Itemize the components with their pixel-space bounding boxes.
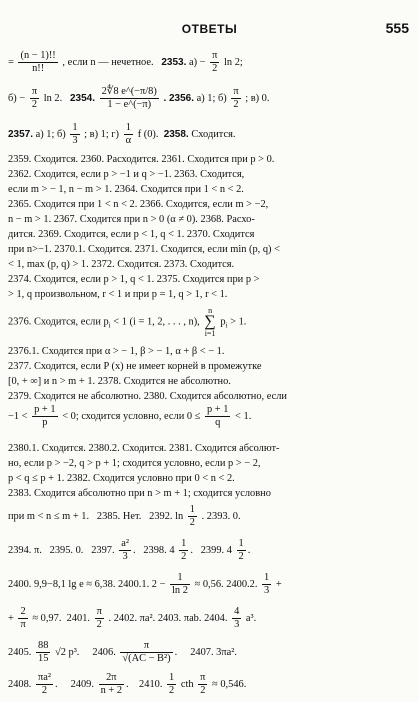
answer-2354: б) − $\frac{\pi}{2}$ ln 2. 2354. $\frac{2∜8 e\^{}(-\pi/8)}{1 - e\^{}(-\pi)}$ . 2356. а) 1; б) $\frac{\pi}{2}$ ; в) 0. — [8, 86, 270, 110]
text-line: p < q ≤ p + 1. 2382. Сходится условно при 0 < n < 2. — [8, 473, 235, 484]
text-line: 2359. Сходится. 2360. Расходится. 2361. Сходится при p > 0. — [8, 154, 275, 165]
sum-symbol: n ∑ i=1 — [204, 306, 216, 338]
text-line: 2383. Сходится абсолютно при n > m + 1; сходится условно — [8, 488, 271, 499]
text-line: но, если p > −2, q > p + 1; сходится условно, если p > − 2, — [8, 458, 261, 469]
text-line: 2377. Сходится, если P (x) не имеет корней в промежутке — [8, 361, 262, 372]
text-line: 2362. Сходится, если p > −1 и q > −1. 2363. Сходится, — [8, 169, 245, 180]
text-line: 2376.1. Сходится при α > − 1, β > − 1, α + β < − 1. — [8, 346, 225, 357]
answer-2400: 2400. 9,9−8,1 lg e ≈ 6,38. 2400.1. 2 − $\frac{1}{\ln 2}$ ≈ 0,56. 2400.2. $\frac{1}{3}$ + — [8, 572, 282, 596]
text-line: n − m > 1. 2367. Сходится при n > 0 (α ≠ 0). 2368. Расхо- — [8, 214, 255, 225]
text-line: 2379. Сходится не абсолютно. 2380. Сходится абсолютно, если — [8, 391, 287, 402]
answer-2357: 2357. а) 1; б) $\frac{1}{3}$ ; в) 1; г) $\frac{1}{\alpha}$ f (0). 2358. Сходится. — [8, 122, 236, 146]
text-line: если m > − 1, n − m > 1. 2364. Сходится при 1 < n < 2. — [8, 184, 244, 195]
text-line: 2365. Сходится при 1 < n < 2. 2366. Сходится, если m > −2, — [8, 199, 269, 210]
fraction: $\frac{(n - 1)!!}{n!!}$ — [20, 50, 56, 74]
page-header — [0, 22, 419, 42]
text-line: 2374. Сходится, если p > 1, q < 1. 2375. Сходится при p > — [8, 274, 260, 285]
answer-2380-condition: −1 < $\frac{p + 1}{p}$ < 0; сходится условно, если 0 ≤ $\frac{p + 1}{q}$ < 1. — [8, 404, 252, 428]
text-line: дится. 2369. Сходится, если p < 1, q < 1. 2370. Сходится — [8, 229, 255, 240]
answer-2405-2407: 2405. $\frac{88}{15}$ √2 p³. 2406. $\frac{\pi}{\text{√(AC − B²)}}$ . 2407. 3πa². — [8, 640, 237, 664]
text-line: [0, + ∞] и n > m + 1. 2378. Сходится не абсолютно. — [8, 376, 231, 387]
text-line: 2380.1. Сходится. 2380.2. Сходится. 2381. Сходится абсолют- — [8, 443, 280, 454]
text-line: > 1, q произвольном, r < 1 и при p = 1, q > 1, r < 1. — [8, 289, 228, 300]
answer-2385-2393: при m < n ≤ m + 1. 2385. Нет. 2392. ln $\frac{1}{2}$ . 2393. 0. — [8, 504, 241, 528]
answer-line-continuation: = $\frac{(n - 1)!!}{n!!}$ , если n — нечетное. 2353. а) − $\frac{\pi}{2}$ ln 2; — [8, 50, 243, 74]
answer-2401-2404: + $\frac{2}{\pi}$ ≈ 0,97. 2401. $\frac{\pi}{2}$ . 2402. πa². 2403. πab. 2404. $\frac{4}{3}$ a³. — [8, 606, 257, 630]
answer-2376: 2376. Сходится, если $p_i < 1$ (i = 1, 2, . . . , n), n ∑ i=1 $p_i > 1$. — [8, 306, 247, 338]
answer-2408-2410: 2408. $\frac{\text{πa²}}{2}$ . 2409. $\frac{2\pi}{n + 2}$ . 2410. $\frac{1}{2}$ cth $\frac{\pi}{2}$ ≈ 0,546. — [8, 672, 247, 696]
running-title: ОТВЕТЫ — [181, 22, 238, 36]
page-number: 555 — [385, 20, 409, 36]
answer-2394-2399: 2394. π. 2395. 0. 2397. $\frac{\text{a²}}{3}$ . 2398. 4 $\frac{1}{2}$ . 2399. 4 $\frac{1}{2}$ . — [8, 538, 251, 562]
text-line: при n>−1. 2370.1. Сходится. 2371. Сходится, если min (p, q) < — [8, 244, 280, 255]
text-line: < 1, max (p, q) > 1. 2372. Сходится. 2373. Сходится. — [8, 259, 235, 270]
